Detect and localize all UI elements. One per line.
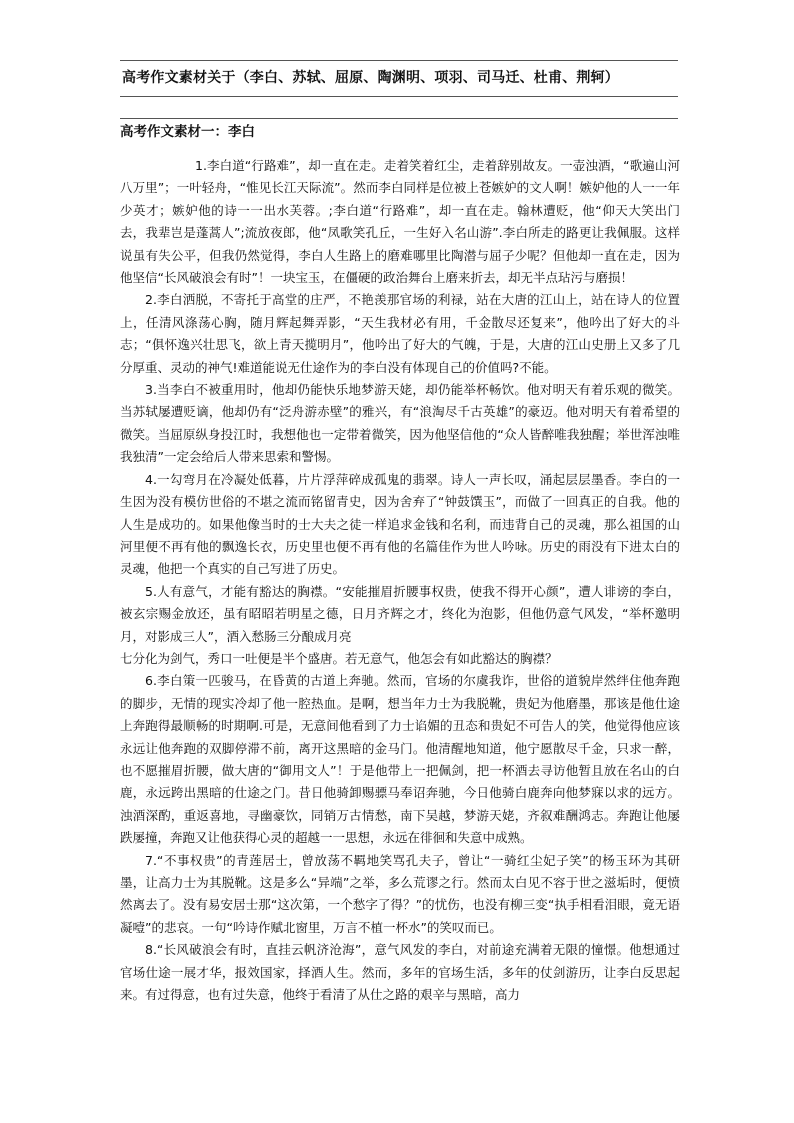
paragraph: 1.李白道“行路难”，却一直在走。走着笑着红尘，走着辞别故友。一壶浊酒，“歌遍山河八万里”；一叶轻舟，“惟见长江天际流”。然而李白同样是位被上苍嫉妒的文人啊！嫉妒他的人一一年少英才；嫉妒他的诗一一出水芙蓉。;李白道“行路难”，却一直在走。翰林遭贬，他“仰天大笑出门去，我辈岂是蓬蒿人”;流放夜郎，他“凤歌笑孔丘，一生好入名山游”.李白所走的路更让我佩服。这样说虽有失公平，但我仍然觉得，李白人生路上的磨难哪里比陶潜与屈子少呢？但他却一直在走，因为他坚信“长风破浪会有时”！一块宝玉，在僵硬的政治舞台上磨来折去，却无半点玷污与磨损！ [120, 158, 680, 286]
paragraph: 7.“不事权贵”的青莲居士，曾放荡不羁地笑骂孔夫子，曾让“一骑红尘妃子笑”的杨玉环为其研墨，让高力士为其脱靴。这是多么“异端”之举，多么荒谬之行。然而太白见不容于世之滋垢时，便愤然离去了。没有易安居士那“这次第，一个愁字了得？”的忧伤，也没有柳三变“执手相看泪眼，竟无语凝噎”的悲哀。一句“吟诗作赋北窗里，万言不植一杯水”的笑叹而已。 [120, 852, 680, 935]
paragraph: 5.人有意气，才能有豁达的胸襟。“安能摧眉折腰事权贵，使我不得开心颜”，遭人诽谤的李白，被玄宗赐金放还，虽有昭昭若明星之德，日月齐辉之才，终化为泡影，但他仍意气风发，“举杯邀明月，对影成三人”，酒入愁肠三分酿成月亮 [120, 583, 680, 644]
document-page [120, 60, 680, 1006]
spacer [120, 97, 680, 118]
paragraph: 8.“长风破浪会有时，直挂云帆济沧海”，意气风发的李白，对前途充满着无限的憧憬。他想通过官场仕途一展才华，报效国家，择酒人生。然而，多年的官场生活，多年的仗剑游历，让李白反思起来。有过得意，也有过失意，他终于看清了从仕之路的艰辛与黑暗，高力 [120, 942, 680, 1003]
document-title: 高考作文素材关于（李白、苏轼、屈原、陶渊明、项羽、司马迁、杜甫、荆轲） [122, 70, 619, 86]
paragraph: 2.李白洒脱，不寄托于高堂的庄严，不艳羡那官场的利禄，站在大唐的江山上，站在诗人的位置上，任清风涤荡心胸，随月辉起舞弄影，“天生我材必有用，千金散尽还复来”，他吟出了好大的斗志；“俱怀逸兴壮思飞，欲上青天揽明月”，他吟出了好大的气魄，于是，大唐的江山史册上又多了几分厚重、灵动的神气!难道能说无仕途作为的李白没有体现自己的价值吗?不能。 [120, 292, 680, 375]
paragraph: 4.一勾弯月在冷凝处低暮，片片浮萍碎成孤鬼的翡翠。诗人一声长叹，涌起层层墨香。李白的一生因为没有模仿世俗的不堪之流而铭留青史，因为舍弃了“钟鼓馔玉”，而做了一回真正的自我。他的人生是成功的。如果他像当时的士大夫之徒一样追求金钱和名利，而违背自己的灵魂，那么祖国的山河里便不再有他的飘逸长衣，历史里也便不再有他的名篇佳作为世人吟咏。历史的雨没有下进太白的灵魂，他把一个真实的自己写进了历史。 [120, 471, 680, 577]
paragraph: 6.李白策一匹骏马，在昏黄的古道上奔驰。然而，官场的尔虞我诈，世俗的道貌岸然绊住他奔跑的脚步，无情的现实冷却了他一腔热血。是啊，想当年力士为我脱靴，贵妃为他磨墨，那该是他仕途上奔跑得最顺畅的时期啊.可是，无意间他看到了力士谄媚的丑态和贵妃不可告人的笑，他觉得他应该永远让他奔跑的双脚停滞不前，离开这黑暗的金马门。他清醒地知道，他宁愿散尽千金，只求一醉，也不愿摧眉折腰，做大唐的“御用文人”！于是他带上一把佩剑，把一杯酒去寻访他暂且放在名山的白鹿，永远跨出黑暗的仕途之门。昔日他骑卸赐骠马奉诏奔驰，今日他骑白鹿奔向他梦寐以求的远方。浊酒深酌，重返喜地，寻幽豪饮，同销万古情愁，南下吴越，梦游天姥，齐叙难酬鸿志。奔跑让他屡跌屡撞，奔跑又让他获得心灵的超越一一思想，永远在徘徊和失意中成熟。 [120, 673, 680, 846]
paragraph: 3.当李白不被重用时，他却仍能快乐地梦游天姥，却仍能举杯畅饮。他对明天有着乐观的微笑。当苏轼屡遭贬谪，他却仍有“泛舟游赤壁”的雅兴，有“浪淘尽千古英雄”的豪迈。他对明天有着希望的微笑。当屈原纵身投江时，我想他也一定带着微笑，因为他坚信他的“众人皆醉唯我独醒；举世浑浊唯我独清”一定会给后人带来思索和警惕。 [120, 382, 680, 465]
section-title: 高考作文素材一：李白 [120, 124, 255, 140]
paragraph: 七分化为剑气，秀口一吐便是半个盛唐。若无意气，他怎会有如此豁达的胸襟？ [120, 650, 558, 666]
